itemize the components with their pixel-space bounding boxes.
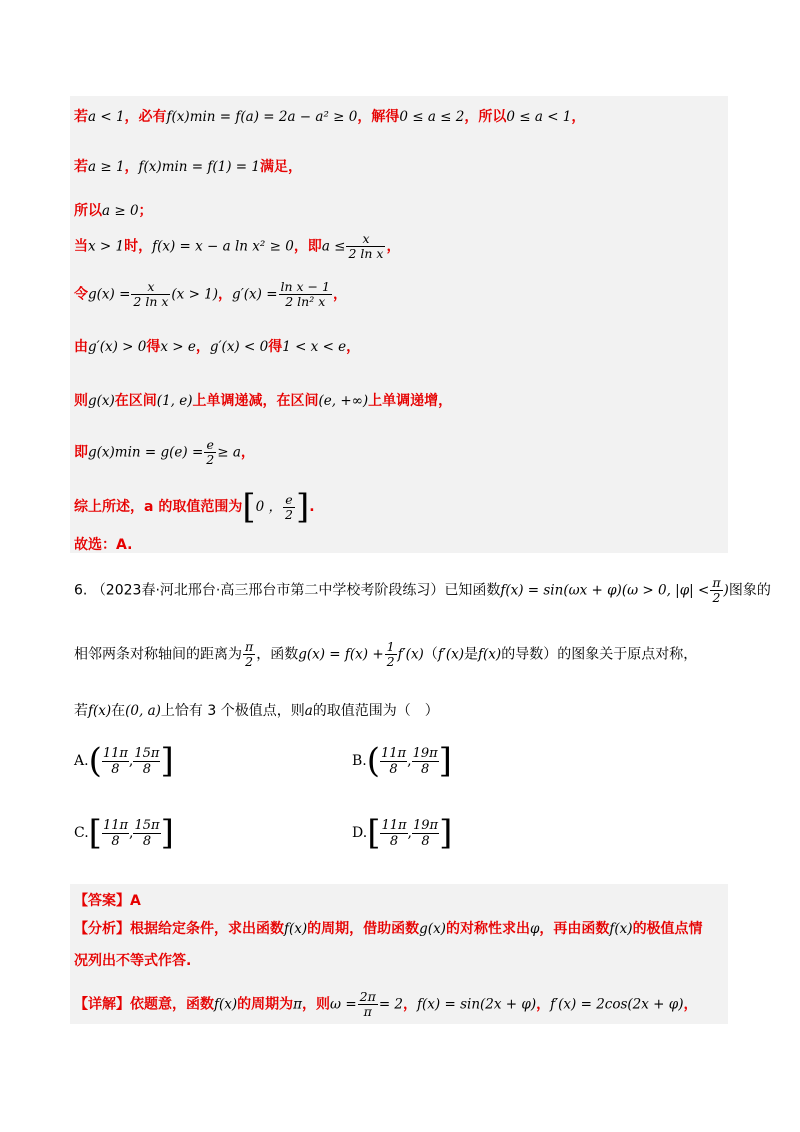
- question-line-2: 相邻两条对称轴间的距离为 $\frac{\pi}{2}$ ，函数g(x) = f(x) + $\frac{1}{2}$ f′(x)（f′(x)是f(x)的导数）的图象关于原点对称，: [74, 639, 698, 669]
- analysis-line-2: 况列出不等式作答.: [74, 953, 192, 969]
- fraction: $\frac{2\pi}{\pi}$: [359, 989, 376, 1019]
- answer-line: 【答案】A: [74, 893, 141, 909]
- solution-line-4: 当x > 1时，f(x) = x − a ln x² ≥ 0，即a ≤ $\frac{x}{\text{2 ln x}}$ ，: [74, 231, 401, 261]
- solution-line-6: 由g′(x) > 0得x > e，g′(x) < 0得1 < x < e，: [74, 339, 361, 355]
- fraction: $\frac{x}{\text{2 ln x}}$: [133, 279, 169, 309]
- solution-line-5: 令g(x) = $\frac{x}{\text{2 ln x}}$ (x > 1)，g′(x) = $\frac{\text{ln x − 1}}{\text{2 ln² x}}$ ，: [74, 279, 347, 309]
- option-a[interactable]: A.( $\frac{11\pi}{8}$ , $\frac{15\pi}{8}$ ]: [74, 741, 174, 781]
- fraction: $\frac{\pi}{2}$: [712, 575, 721, 605]
- question-number: 6.: [74, 582, 88, 599]
- question-line-3: 若f(x)在(0, a)上恰有 3 个极值点，则a的取值范围为（ ）: [74, 703, 439, 719]
- fraction: $\frac{e}{2}$: [284, 491, 293, 522]
- fraction: $\frac{e}{2}$: [206, 437, 215, 467]
- fraction: $\frac{\text{ln x − 1}}{\text{2 ln² x}}$: [280, 279, 330, 309]
- fraction: $\frac{x}{\text{2 ln x}}$: [348, 231, 384, 261]
- solution-line-1: 若a < 1，必有f(x)min = f(a) = 2a − a² ≥ 0，解得0 ≤ a ≤ 2，所以0 ≤ a < 1，: [74, 109, 586, 125]
- detail-line-1: 【详解】依题意，函数f(x)的周期为π，则ω = $\frac{2\pi}{\pi}$ = 2，f(x) = sin(2x + φ)，f′(x) = 2cos(2x + φ)，: [74, 989, 698, 1019]
- solution-line-10: 故选：A.: [74, 537, 133, 553]
- question-source: （2023春·河北邢台·高三邢台市第二中学校考阶段练习）已知函数: [91, 582, 501, 599]
- option-d[interactable]: D.[ $\frac{11\pi}{8}$ , $\frac{19\pi}{8}$ ]: [352, 813, 453, 853]
- solution-line-9: 综上所述，a 的取值范围为[0 ， $\frac{e}{2}$ ].: [74, 487, 315, 527]
- option-c[interactable]: C.[ $\frac{11\pi}{8}$ , $\frac{15\pi}{8}$ ]: [74, 813, 174, 853]
- solution-line-3: 所以a ≥ 0；: [74, 203, 153, 219]
- option-b[interactable]: B.( $\frac{11\pi}{8}$ , $\frac{19\pi}{8}$ ]: [352, 741, 452, 781]
- solution-line-8: 即g(x)min = g(e) = $\frac{e}{2}$ ≥ a，: [74, 437, 255, 467]
- fraction: $\frac{1}{2}$: [386, 639, 395, 669]
- analysis-line-1: 【分析】根据给定条件，求出函数f(x)的周期，借助函数g(x)的对称性求出φ，再由函数f(x)的极值点情: [74, 921, 703, 937]
- solution-line-7: 则g(x)在区间(1, e)上单调递减，在区间(e, +∞)上单调递增，: [74, 393, 453, 409]
- question-line-1: 6. （2023春·河北邢台·高三邢台市第二中学校考阶段练习）已知函数f(x) = sin(ωx + φ)(ω > 0, |φ| < $\frac{\pi}{2}$ )图象的: [74, 575, 771, 605]
- fraction: $\frac{\pi}{2}$: [245, 639, 254, 669]
- solution-line-2: 若a ≥ 1，f(x)min = f(1) = 1满足，: [74, 159, 303, 175]
